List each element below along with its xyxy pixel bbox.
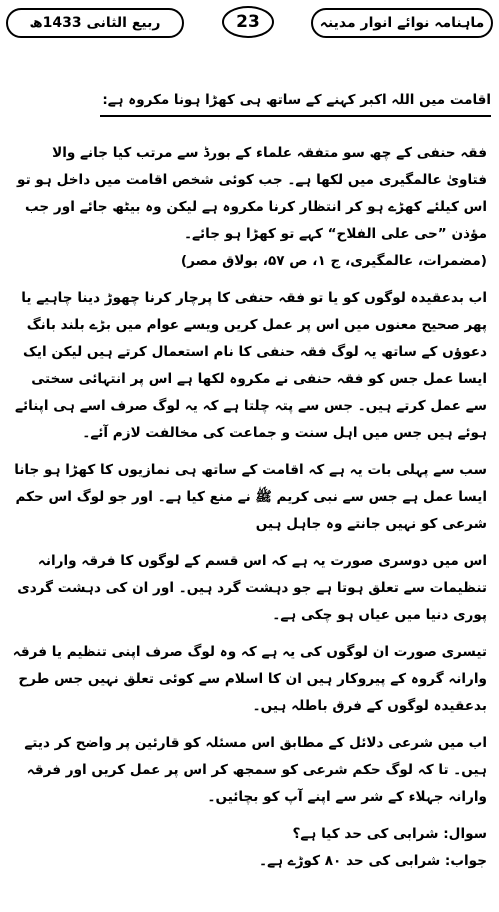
- paragraph-3: سب سے پہلی بات یہ ہے کہ اقامت کے ساتھ ہی نمازیوں کا کھڑا ہو جانا ایسا عمل ہے جس سے نبی کریم ﷺ نے منع کیا ہے۔ اور جو لوگ اس حکم شرعی کو نہیں جانتے وہ جاہل ہیں: [14, 462, 487, 532]
- reference-line: (مضمرات، عالمگیری، ج ۱، ص ۵۷، بولاق مصر): [180, 253, 487, 269]
- paragraph-1: فقہ حنفی کے چھ سو متفقہ علماء کے بورڈ سے مرتب کیا جانے والا فتاویٰ عالمگیری میں لکھا ہے۔ جب کوئی شخص اقامت میں داخل ہو تو اس کیلئے کھڑے ہو کر انتظار کرنا مکروہ ہے لیکن وہ بیٹھ جائے اور جب مؤذن ”حی علی الفلاح“ کہے تو کھڑا ہو جائے۔: [17, 145, 487, 242]
- paragraph-5: تیسری صورت ان لوگوں کی یہ ہے کہ وہ لوگ صرف اپنی تنظیم یا فرقہ وارانہ گروہ کے پیروکار ہیں ان کا اسلام سے کوئی تعلق نہیں جس طرح بدعقیدہ لوگوں کے فرق باطلہ ہیں۔: [12, 644, 487, 714]
- paragraph-6: اب میں شرعی دلائل کے مطابق اس مسئلہ کو قارئین پر واضح کر دیتے ہیں۔ تا کہ لوگ حکم شرعی کو سمجھ کر اس پر عمل کریں اور فرقہ وارانہ جہلاء کے شر سے اپنے آپ کو بچائیں۔: [24, 735, 487, 805]
- paragraph-4: اس میں دوسری صورت یہ ہے کہ اس قسم کے لوگوں کا فرقہ وارانہ تنظیمات سے تعلق ہوتا ہے جو دہشت گرد ہیں۔ اور ان کی دہشت گردی پوری دنیا میں عیاں ہو چکی ہے۔: [17, 553, 487, 623]
- question-answer: [12, 821, 487, 875]
- heading-underline: [100, 115, 491, 117]
- answer-line: جواب: شرابی کی حد ۸۰ کوڑے ہے۔: [259, 853, 487, 869]
- magazine-name-label: ماہنامہ نوائے انوار مدینہ: [311, 8, 493, 38]
- article-body: [12, 140, 487, 875]
- section-heading: اقامت میں اللہ اکبر کہنے کے ساتھ ہی کھڑا ہونا مکروہ ہے:: [102, 92, 491, 108]
- page-number: 23: [222, 6, 274, 38]
- question-line: سوال: شرابی کی حد کیا ہے؟: [292, 826, 487, 842]
- issue-date-label: ربیع الثانی 1433ھ: [6, 8, 184, 38]
- section-title: [100, 86, 491, 117]
- page-header: [6, 6, 493, 42]
- paragraph-2: اب بدعقیدہ لوگوں کو یا تو فقہ حنفی کا پرچار کرنا چھوڑ دینا چاہیے یا پھر صحیح معنوں میں اس پر عمل کریں ویسے عوام میں بڑے بلند بانگ دعوؤں کے ساتھ یہ لوگ فقہ حنفی کا نام استعمال کرتے ہیں لیکن ایک ایسا عمل جس کو فقہ حنفی نے مکروہ لکھا ہے اس پر انتہائی سختی سے عمل کرتے ہیں۔ جس سے پتہ چلتا ہے کہ یہ لوگ صرف اسے ہی اپنائے ہوئے ہیں جس میں اہل سنت و جماعت کی مخالفت لازم آئے۔: [15, 290, 487, 441]
